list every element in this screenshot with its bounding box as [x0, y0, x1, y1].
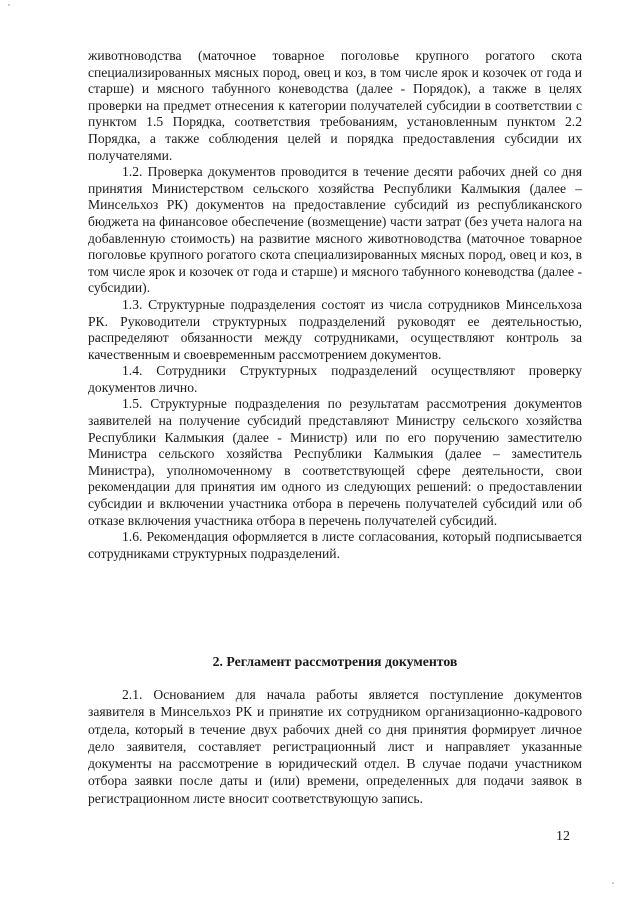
- section-heading: 2. Регламент рассмотрения документов: [212, 654, 458, 669]
- paragraph-1-3: 1.3. Структурные подразделения состоят из числа сотрудников Минсельхоза РК. Руководители структурных подразделений руководят ее деятельностью, распределяют обязанности между сотрудниками, осуществляют контроль за качественным и своевременным рассмотрением документов.: [88, 296, 582, 362]
- paragraph-1-2: 1.2. Проверка документов проводится в течение десяти рабочих дней со дня принятия Министерством сельского хозяйства Республики Калмыкия (далее – Минсельхоз РК) документов на предоставление субсидий из республиканского бюджета на финансовое обеспечение (возмещение) части затрат (без учета налога на добавленную стоимость) на развитие мясного животноводства (маточное товарное поголовье крупного рогатого скота специализированных мясных пород, овец и коз, в том числе ярок и козочек от года и старше) и мясного табунного коневодства (далее - субсидии).: [88, 164, 582, 296]
- document-body: [88, 48, 582, 562]
- paragraph-1-5: 1.5. Структурные подразделения по результатам рассмотрения документов заявителей на получение субсидий представляют Министру сельского хозяйства Республики Калмыкия (далее - Министр) или по его поручению заместителю Министра сельского хозяйства Республики Калмыкия (далее – заместитель Министра), уполномоченному в соответствующей сфере деятельности, свои рекомендации для принятия им одного из следующих решений: о предоставлении субсидии и включении участника отбора в перечень получателей субсидий или об отказе включения участника отбора в перечень получателей субсидий.: [88, 396, 582, 528]
- intro-paragraph: животноводства (маточное товарное поголовье крупного рогатого скота специализированных мясных пород, овец и коз, в том числе ярок и козочек от года и старше) и мясного табунного коневодства (далее - Порядок), а также в целях проверки на предмет отнесения к категории получателей субсидии в соответствии с пунктом 1.5 Порядка, соответствия требованиям, установленным пунктом 2.2 Порядка, а также соблюдения целей и порядка предоставления субсидии их получателями.: [88, 48, 582, 163]
- scan-artifact: [612, 882, 614, 884]
- paragraph-2-1: 2.1. Основанием для начала работы является поступление документов заявителя в Минсельхоз РК и принятие их сотрудником организационно-кадрового отдела, который в течение двух рабочих дней со дня принятия формирует личное дело заявителя, составляет регистрационный лист и направляет указанные документы на рассмотрение в юридический отдел. В случае подачи участником отбора заявки после даты и (или) времени, определенных для подачи заявок в регистрационном листе вносит соответствующую запись.: [88, 687, 582, 806]
- paragraph-1-6: 1.6. Рекомендация оформляется в листе согласования, который подписывается сотрудниками структурных подразделений.: [88, 529, 582, 561]
- page-number: 12: [556, 829, 570, 844]
- scan-artifact: [8, 4, 10, 6]
- paragraph-1-4: 1.4. Сотрудники Структурных подразделений осуществляют проверку документов лично.: [88, 363, 582, 395]
